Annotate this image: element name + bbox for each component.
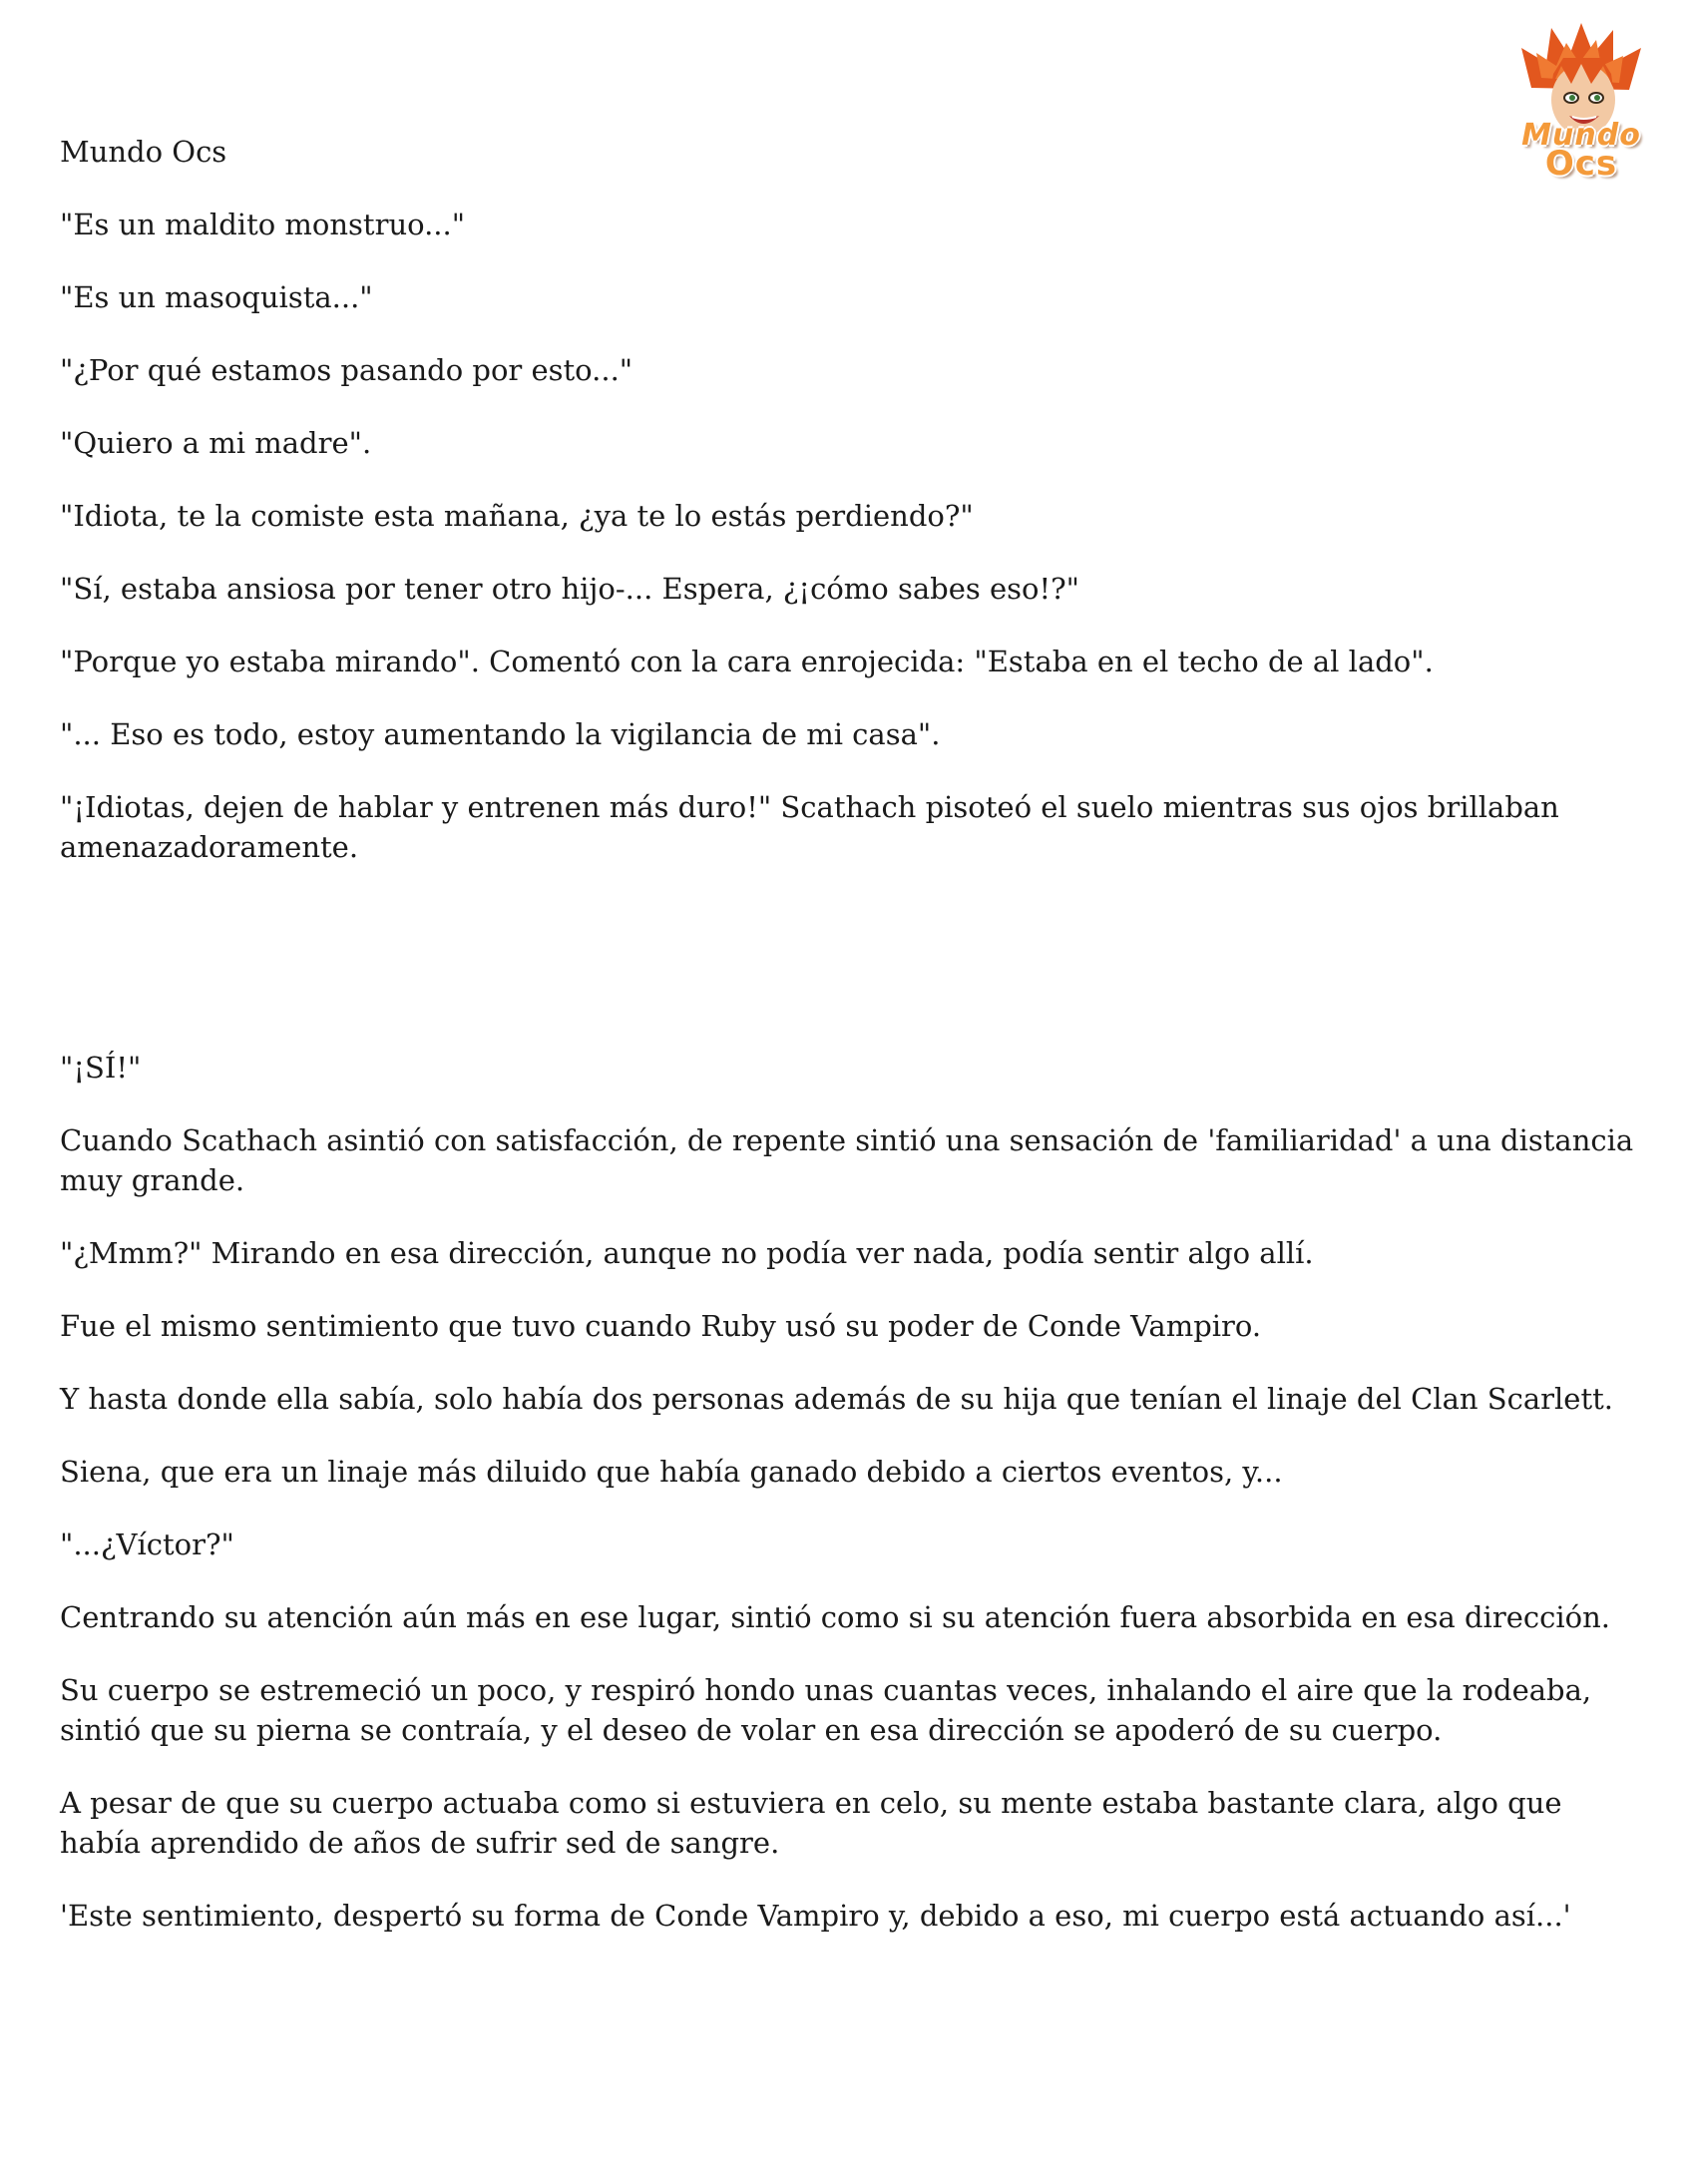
paragraph: Su cuerpo se estremeció un poco, y respiró hondo unas cuantas veces, inhalando el aire que la rodeaba, sintió que su pierna se contraía, y el deseo de volar en esa dirección se apoderó de su cuerpo.	[60, 1673, 1592, 1747]
paragraph: Cuando Scathach asintió con satisfacción, de repente sintió una sensación de 'familiaridad' a una distancia muy grande.	[60, 1123, 1634, 1197]
paragraph: "Es un masoquista..."	[60, 280, 373, 314]
logo-text-ocs: Ocs	[1544, 144, 1618, 184]
paragraph: "¡SÍ!"	[60, 1051, 142, 1085]
text-block-top	[60, 132, 1636, 900]
paragraph: Siena, que era un linaje más diluido que había ganado debido a ciertos eventos, y...	[60, 1455, 1283, 1489]
paragraph: 'Este sentimiento, despertó su forma de Conde Vampiro y, debido a eso, mi cuerpo está actuando así...'	[60, 1899, 1571, 1933]
paragraph: Y hasta donde ella sabía, solo había dos personas además de su hija que tenían el linaje del Clan Scarlett.	[60, 1382, 1613, 1416]
paragraph: Centrando su atención aún más en ese lugar, sintió como si su atención fuera absorbida en esa dirección.	[60, 1600, 1610, 1634]
paragraph: "Porque yo estaba mirando". Comentó con la cara enrojecida: "Estaba en el techo de al lado".	[60, 645, 1434, 678]
paragraph: "Idiota, te la comiste esta mañana, ¿ya te lo estás perdiendo?"	[60, 499, 974, 533]
paragraph: "... Eso es todo, estoy aumentando la vigilancia de mi casa".	[60, 717, 941, 751]
paragraph: "Sí, estaba ansiosa por tener otro hijo-... Espera, ¿¡cómo sabes eso!?"	[60, 572, 1080, 606]
paragraph: "...¿Víctor?"	[60, 1528, 234, 1561]
paragraph: "¿Mmm?" Mirando en esa dirección, aunque no podía ver nada, podía sentir algo allí.	[60, 1236, 1314, 1270]
paragraph: "¡Idiotas, dejen de hablar y entrenen más duro!" Scathach pisoteó el suelo mientras sus ojos brillaban amenazadoramente.	[60, 790, 1559, 864]
logo-text-mundo: Mundo	[1521, 118, 1641, 153]
paragraph: Mundo Ocs	[60, 135, 227, 169]
paragraph: "Quiero a mi madre".	[60, 426, 372, 460]
text-block-bottom	[60, 1048, 1636, 1968]
paragraph: A pesar de que su cuerpo actuaba como si estuviera en celo, su mente estaba bastante clara, algo que había aprendido de años de sufrir sed de sangre.	[60, 1786, 1562, 1860]
paragraph: Fue el mismo sentimiento que tuvo cuando Ruby usó su poder de Conde Vampiro.	[60, 1309, 1262, 1343]
paragraph: "¿Por qué estamos pasando por esto..."	[60, 353, 633, 387]
paragraph: "Es un maldito monstruo..."	[60, 208, 466, 241]
